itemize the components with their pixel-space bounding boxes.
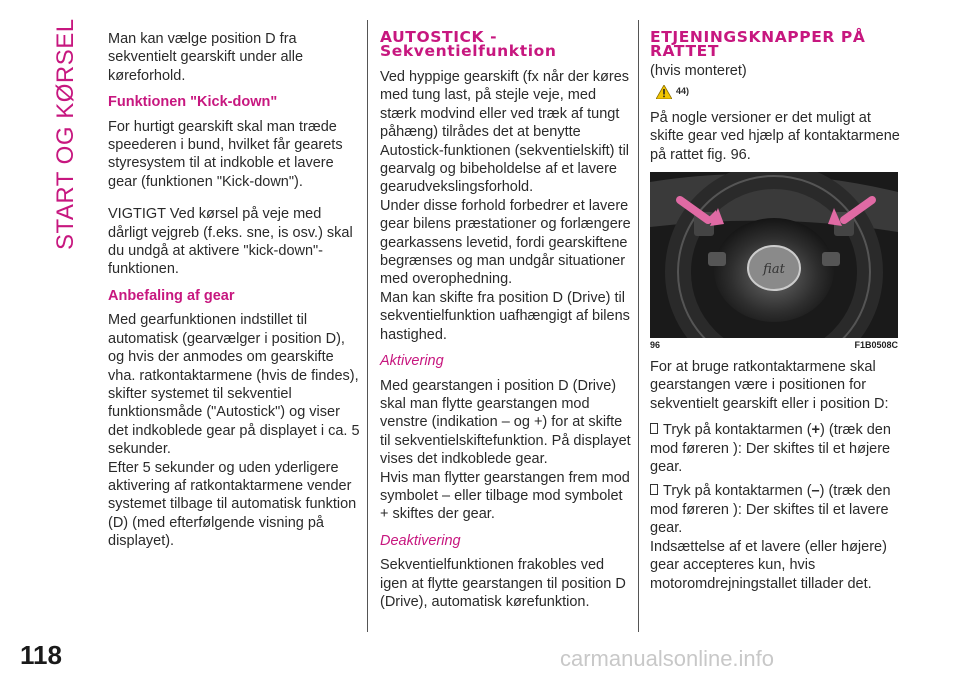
paragraph: Indsættelse af et lavere (eller højere) gear accepteres kun, hvis motoromdrejningstallet tillader det. xyxy=(650,538,887,592)
subheading-activation: Aktivering xyxy=(380,353,444,370)
paragraph: Hvis man flytter gearstangen frem mod symbolet – eller tilbage mod symbolet + skiftes der gear. xyxy=(380,469,630,523)
subheading-kick-down: Funktionen "Kick-down" xyxy=(108,94,278,111)
steering-wheel-image xyxy=(650,172,898,338)
column-2 xyxy=(380,30,632,619)
paragraph: Sekventielfunktionen frakobles ved igen at flytte gearstangen til position D (Drive), automatisk kørefunktion. xyxy=(380,557,626,610)
section-heading-autostick: AUTOSTICK - Sekventielfunktion xyxy=(380,28,557,60)
paragraph: Efter 5 sekunder og uden yderligere aktivering af ratkontaktarmene vender systemet tilbage til automatisk funktion (D) (med efterfølgende visning på displayet). xyxy=(108,459,357,550)
warning-icon xyxy=(656,85,672,99)
checkbox-bullet-icon xyxy=(650,423,659,434)
checkbox-bullet-icon xyxy=(650,484,659,495)
figure-caption xyxy=(650,338,898,352)
paragraph: Man kan skifte fra position D (Drive) til sekventielfunktion uafhængigt af bilens hastighed. xyxy=(380,289,630,343)
warning-ref-number: 44) xyxy=(676,86,690,97)
paragraph: Under disse forhold forbedrer et lavere gear bilens præstationer og forlængere gearkassens levetid, fordi gearskiftene begrænses og man undgår situationer med overophedning. xyxy=(380,197,631,288)
paragraph: Med gearstangen i position D (Drive) skal man flytte gearstangen mod venstre (indikation – og +) for at skifte til sekventielskiftefunktion. På displayet vises det indkoblede gear. xyxy=(380,377,631,468)
section-title: START OG KØRSEL xyxy=(52,18,79,250)
paragraph: På nogle versioner er det muligt at skifte gear ved hjælp af kontaktarmene på rattet fig. 96. xyxy=(650,109,900,163)
svg-text:fiat: fiat xyxy=(763,262,785,278)
figure-number: 96 xyxy=(650,339,661,350)
figure-steering-wheel xyxy=(650,172,898,352)
subheading-gear-recommendation: Anbefaling af gear xyxy=(108,287,235,304)
column-divider xyxy=(638,20,639,632)
section-heading-steering-buttons: ETJENINGSKNAPPER PÅ RATTET xyxy=(650,28,866,60)
paragraph: For hurtigt gearskift skal man træde speederen i bund, hvilket får gearets styresystem til at indkoble et lavere gear (funktionen "Kick-down"). xyxy=(108,118,343,190)
page-number: 118 xyxy=(20,640,62,670)
paragraph: Med gearfunktionen indstillet til automatisk (gearvælger i position D), og hvis der anmodes om gearskifte vha. ratkontaktarmene (hvis de findes), skifter systemet til sekventiel funktionsmåde ("Autostick") og viser det indkoblede gear på displayet i ca. 5 sekunder. xyxy=(108,312,360,458)
list-item: Tryk på kontaktarmen (–) (træk den mod føreren ): Der skiftes til et lavere gear. xyxy=(650,483,891,537)
paragraph: Man kan vælge position D fra sekventielt gearskift under alle køreforhold. xyxy=(108,31,304,84)
column-3 xyxy=(650,30,900,601)
column-1 xyxy=(108,30,360,559)
paragraph: Ved hyppige gearskift (fx når der køres med tung last, på stejle veje, med stærk modvind eller ved træk af tungt påhæng) tilrådes det at benytte Autostick-funktionen (sekventielskift) til gearvalg og bibeholdelse af et lavere gearudvekslingsforhold. xyxy=(380,69,630,196)
important-note: VIGTIGT Ved kørsel på veje med dårligt vejgreb (f.eks. sne, is osv.) skal du undgå at aktivere "kick-down"-funktionen. xyxy=(108,206,353,278)
subheading-deactivation: Deaktivering xyxy=(380,532,461,549)
figure-code: F1B0508C xyxy=(854,339,898,350)
paragraph: For at bruge ratkontaktarmene skal gearstangen være i positionen for sekventielt gearskift eller i position D: xyxy=(650,359,889,412)
warning-reference xyxy=(656,82,900,100)
list-item: Tryk på kontaktarmen (+) (træk den mod føreren ): Der skiftes til et højere gear. xyxy=(650,422,891,476)
column-divider xyxy=(367,20,368,632)
watermark: carmanualsonline.info xyxy=(560,646,775,671)
subtitle: (hvis monteret) xyxy=(650,63,747,79)
